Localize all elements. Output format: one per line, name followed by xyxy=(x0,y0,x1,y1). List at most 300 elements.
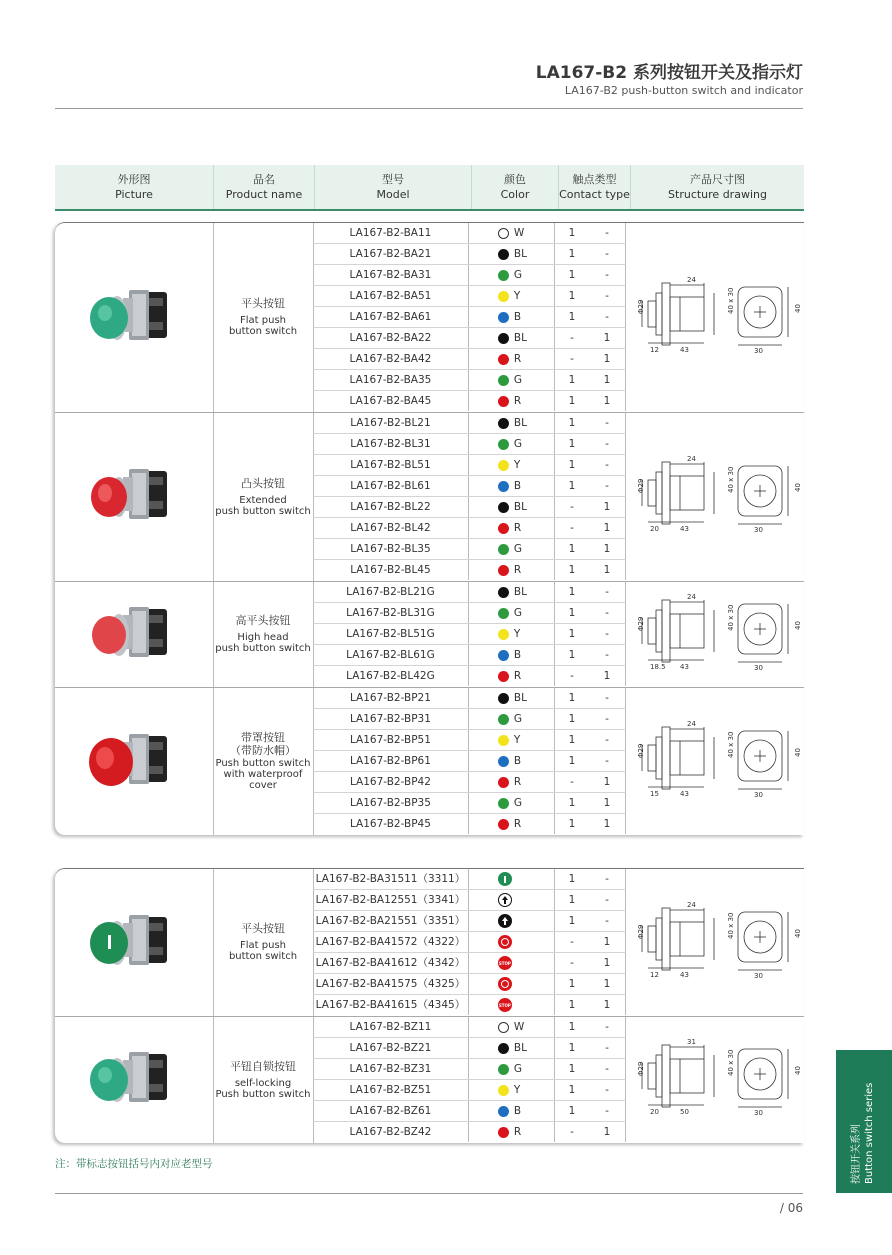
dim-w: 30 xyxy=(754,346,763,355)
table-header xyxy=(55,165,804,211)
model-cell: LA167-B2-BA42 xyxy=(313,349,469,369)
header-product-name: 品名 Product name xyxy=(214,165,315,209)
table-row xyxy=(313,370,626,391)
color-cell xyxy=(469,582,555,602)
color-cell xyxy=(469,953,555,973)
picture-cell xyxy=(55,223,214,412)
model-cell: LA167-B2-BL22 xyxy=(313,497,469,517)
contact-nc: 1 xyxy=(603,374,611,386)
contact-nc: - xyxy=(605,734,609,746)
color-code: G xyxy=(513,607,523,619)
model-rows xyxy=(313,869,626,1015)
contact-cell xyxy=(555,890,627,910)
color-code: G xyxy=(513,713,523,725)
symbol-green-start-icon xyxy=(498,872,512,886)
contact-cell xyxy=(555,413,627,433)
contact-nc: - xyxy=(605,607,609,619)
contact-nc: 1 xyxy=(603,776,611,788)
contact-no: 1 xyxy=(568,755,576,767)
table-row xyxy=(313,265,626,286)
color-cell xyxy=(469,1080,555,1100)
model-cell: LA167-B2-BA41615（4345） xyxy=(313,995,469,1015)
color-dot-icon xyxy=(498,1043,509,1054)
color-cell xyxy=(469,1038,555,1058)
color-dot-icon xyxy=(498,565,509,576)
model-cell: LA167-B2-BL21 xyxy=(313,413,469,433)
color-dot-icon xyxy=(498,481,509,492)
color-cell xyxy=(469,911,555,931)
color-code: Y xyxy=(513,628,521,640)
contact-nc: - xyxy=(605,438,609,450)
dim-h: 40 x 30 xyxy=(727,604,735,631)
table-row xyxy=(313,413,626,434)
color-cell xyxy=(469,307,555,327)
color-code: R xyxy=(513,670,522,682)
contact-no: 1 xyxy=(568,290,576,302)
contact-no: 1 xyxy=(568,999,576,1011)
color-cell xyxy=(469,560,555,580)
contact-no: - xyxy=(570,353,574,365)
contact-nc: - xyxy=(605,1063,609,1075)
model-cell: LA167-B2-BA41612（4342） xyxy=(313,953,469,973)
dim-top: 24 xyxy=(687,900,696,909)
contact-cell xyxy=(555,688,627,708)
color-cell xyxy=(469,349,555,369)
product-name-zh: 平头按钮 xyxy=(241,922,285,935)
contact-no: 1 xyxy=(568,978,576,990)
product-group xyxy=(55,1016,804,1143)
color-cell xyxy=(469,793,555,813)
color-code: R xyxy=(513,353,522,365)
table-row xyxy=(313,995,626,1015)
dim-r: 40 xyxy=(794,620,802,630)
contact-cell xyxy=(555,265,627,285)
contact-no: 1 xyxy=(568,915,576,927)
color-cell xyxy=(469,666,555,686)
product-name-en: Flat push xyxy=(240,940,286,951)
drawing-cell xyxy=(626,413,804,581)
contact-no: - xyxy=(570,332,574,344)
table-row xyxy=(313,307,626,328)
picture-cell xyxy=(55,688,214,835)
model-cell: LA167-B2-BP42 xyxy=(313,772,469,792)
color-dot-icon xyxy=(498,1085,509,1096)
contact-no: 1 xyxy=(568,1084,576,1096)
model-cell: LA167-B2-BA61 xyxy=(313,307,469,327)
contact-no: 1 xyxy=(568,873,576,885)
color-cell xyxy=(469,688,555,708)
contact-no: 1 xyxy=(568,1063,576,1075)
color-code: B xyxy=(513,649,522,661)
contact-cell xyxy=(555,666,627,686)
color-code: R xyxy=(513,395,522,407)
side-tab xyxy=(836,1050,892,1193)
model-cell: LA167-B2-BZ42 xyxy=(313,1122,469,1142)
product-table-block-2 xyxy=(55,868,804,1143)
contact-cell xyxy=(555,751,627,771)
contact-cell xyxy=(555,953,627,973)
product-group xyxy=(55,687,804,835)
table-row xyxy=(313,349,626,370)
contact-cell xyxy=(555,455,627,475)
color-dot-icon xyxy=(498,608,509,619)
model-cell: LA167-B2-BA21551（3351） xyxy=(313,911,469,931)
table-row xyxy=(313,645,626,666)
contact-nc: - xyxy=(605,692,609,704)
color-code: BL xyxy=(513,501,527,513)
contact-nc: 1 xyxy=(603,353,611,365)
title-zh: LA167-B2 系列按钮开关及指示灯 xyxy=(535,63,803,83)
color-cell xyxy=(469,539,555,559)
dim-h: 40 x 30 xyxy=(727,287,735,314)
model-cell: LA167-B2-BP61 xyxy=(313,751,469,771)
contact-no: 1 xyxy=(568,395,576,407)
color-code: G xyxy=(513,374,523,386)
contact-no: - xyxy=(570,776,574,788)
structure-drawing xyxy=(630,1035,800,1125)
contact-no: 1 xyxy=(568,311,576,323)
product-name-en: button switch xyxy=(228,951,298,962)
color-cell xyxy=(469,869,555,889)
structure-drawing xyxy=(630,452,800,542)
color-cell xyxy=(469,455,555,475)
dim-r: 40 xyxy=(794,1066,802,1075)
product-name-en: Push button switch xyxy=(215,1088,311,1100)
color-cell xyxy=(469,328,555,348)
table-row xyxy=(313,223,626,244)
table-row xyxy=(313,1122,626,1142)
table-row xyxy=(313,603,626,624)
product-table-block-1 xyxy=(55,222,804,835)
color-dot-icon xyxy=(498,502,509,513)
contact-nc: 1 xyxy=(603,543,611,555)
model-cell: LA167-B2-BA31511（3311） xyxy=(313,869,469,889)
table-row xyxy=(313,953,626,974)
product-name-en: self-locking xyxy=(234,1077,292,1089)
table-row xyxy=(313,1038,626,1059)
model-rows xyxy=(313,1017,626,1142)
table-row xyxy=(313,328,626,349)
color-dot-icon xyxy=(498,1064,509,1075)
symbol-red-stop-ring-icon xyxy=(498,935,512,949)
drawing-cell xyxy=(626,223,804,412)
model-cell: LA167-B2-BA41575（4325） xyxy=(313,974,469,994)
model-cell: LA167-B2-BL21G xyxy=(313,582,469,602)
contact-nc: 1 xyxy=(603,818,611,830)
color-dot-icon xyxy=(498,1106,509,1117)
contact-no: 1 xyxy=(568,607,576,619)
contact-no: 1 xyxy=(568,374,576,386)
model-cell: LA167-B2-BL31 xyxy=(313,434,469,454)
contact-no: 1 xyxy=(568,564,576,576)
drawing-cell xyxy=(626,582,804,687)
dim-left: 15 xyxy=(650,789,659,798)
contact-cell xyxy=(555,645,627,665)
color-dot-icon xyxy=(498,798,509,809)
push-button-photo xyxy=(79,903,189,983)
color-code: BL xyxy=(513,692,527,704)
model-cell: LA167-B2-BP45 xyxy=(313,814,469,834)
model-cell: LA167-B2-BA21 xyxy=(313,244,469,264)
header-picture: 外形图 Picture xyxy=(55,165,214,209)
color-dot-icon xyxy=(498,312,509,323)
color-cell xyxy=(469,1017,555,1037)
dim-left: 12 xyxy=(650,345,659,354)
model-cell: LA167-B2-BL31G xyxy=(313,603,469,623)
table-row xyxy=(313,974,626,995)
symbol-white-up-icon xyxy=(498,893,512,907)
table-row xyxy=(313,814,626,834)
contact-no: 1 xyxy=(568,1021,576,1033)
contact-no: - xyxy=(570,936,574,948)
dim-mid: 50 xyxy=(680,1108,689,1116)
model-rows xyxy=(313,582,626,686)
table-row xyxy=(313,434,626,455)
contact-nc: 1 xyxy=(603,522,611,534)
color-cell xyxy=(469,497,555,517)
product-name-en: with waterproof xyxy=(223,769,303,780)
dim-phi: Φ29 xyxy=(637,616,645,631)
color-cell xyxy=(469,751,555,771)
color-dot-icon xyxy=(498,629,509,640)
table-row xyxy=(313,772,626,793)
dim-w: 30 xyxy=(754,663,763,672)
contact-cell xyxy=(555,1080,627,1100)
dim-mid: 43 xyxy=(680,970,689,979)
contact-cell xyxy=(555,730,627,750)
table-row xyxy=(313,497,626,518)
product-name-en: Flat push xyxy=(240,315,286,326)
table-row xyxy=(313,1080,626,1101)
contact-nc: 1 xyxy=(603,957,611,969)
contact-nc: 1 xyxy=(603,332,611,344)
page-title xyxy=(536,58,803,97)
model-cell: LA167-B2-BP51 xyxy=(313,730,469,750)
model-rows xyxy=(313,223,626,411)
color-code: B xyxy=(513,480,522,492)
contact-nc: - xyxy=(605,248,609,260)
dim-w: 30 xyxy=(754,1109,763,1117)
contact-no: 1 xyxy=(568,797,576,809)
color-cell xyxy=(469,413,555,433)
color-cell xyxy=(469,265,555,285)
color-dot-icon xyxy=(498,270,509,281)
color-cell xyxy=(469,890,555,910)
color-dot-icon xyxy=(498,439,509,450)
color-cell xyxy=(469,1059,555,1079)
push-button-photo xyxy=(79,278,189,358)
header-color: 颜色 Color xyxy=(472,165,559,209)
contact-cell xyxy=(555,1059,627,1079)
contact-cell xyxy=(555,1122,627,1142)
contact-cell xyxy=(555,476,627,496)
product-name-en: cover xyxy=(249,780,277,791)
dim-h: 40 x 30 xyxy=(727,1049,735,1076)
table-row xyxy=(313,1101,626,1122)
dim-left: 20 xyxy=(650,1108,659,1116)
structure-drawing xyxy=(630,717,800,807)
contact-cell xyxy=(555,869,627,889)
push-button-photo xyxy=(79,1040,189,1120)
contact-no: - xyxy=(570,501,574,513)
product-group xyxy=(55,869,804,1016)
model-cell: LA167-B2-BL61G xyxy=(313,645,469,665)
color-dot-icon xyxy=(498,671,509,682)
product-name-en: button switch xyxy=(228,326,298,337)
contact-nc: - xyxy=(605,290,609,302)
contact-cell xyxy=(555,328,627,348)
color-dot-icon xyxy=(498,354,509,365)
color-code: R xyxy=(513,776,522,788)
color-cell xyxy=(469,645,555,665)
contact-no: 1 xyxy=(568,269,576,281)
product-name-zh: 高平头按钮 xyxy=(235,614,291,627)
color-code: G xyxy=(513,797,523,809)
dim-left: 20 xyxy=(650,525,659,533)
model-cell: LA167-B2-BA12551（3341） xyxy=(313,890,469,910)
contact-cell xyxy=(555,1017,627,1037)
color-cell xyxy=(469,286,555,306)
side-tab-en: Button switch series xyxy=(864,1082,875,1184)
dim-phi: Φ29 xyxy=(637,743,645,758)
product-name-en: High head xyxy=(237,632,289,643)
color-cell xyxy=(469,391,555,411)
color-dot-icon xyxy=(498,396,509,407)
picture-cell xyxy=(55,869,214,1016)
color-code: B xyxy=(513,311,522,323)
color-code: Y xyxy=(513,734,521,746)
contact-cell xyxy=(555,624,627,644)
color-code: G xyxy=(513,543,523,555)
table-row xyxy=(313,582,626,603)
model-rows xyxy=(313,688,626,834)
color-dot-icon xyxy=(498,587,509,598)
contact-nc: - xyxy=(605,480,609,492)
model-cell: LA167-B2-BA45 xyxy=(313,391,469,411)
contact-cell xyxy=(555,497,627,517)
color-dot-icon xyxy=(498,735,509,746)
model-cell: LA167-B2-BL42G xyxy=(313,666,469,686)
contact-no: - xyxy=(570,1126,574,1138)
contact-cell xyxy=(555,814,627,834)
color-code: G xyxy=(513,438,523,450)
contact-no: 1 xyxy=(568,480,576,492)
push-button-photo xyxy=(79,722,189,802)
table-row xyxy=(313,688,626,709)
color-dot-icon xyxy=(498,1022,509,1033)
color-dot-icon xyxy=(498,333,509,344)
contact-nc: - xyxy=(605,894,609,906)
dim-left: 12 xyxy=(650,970,659,979)
color-code: G xyxy=(513,269,523,281)
dim-r: 40 xyxy=(794,483,802,492)
color-code: W xyxy=(513,227,525,239)
contact-nc: - xyxy=(605,1105,609,1117)
color-dot-icon xyxy=(498,249,509,260)
table-row xyxy=(313,1017,626,1038)
contact-nc: - xyxy=(605,873,609,885)
dim-w: 30 xyxy=(754,526,763,534)
color-dot-icon xyxy=(498,291,509,302)
model-cell: LA167-B2-BP35 xyxy=(313,793,469,813)
table-row xyxy=(313,709,626,730)
contact-no: - xyxy=(570,957,574,969)
color-code: BL xyxy=(513,586,527,598)
color-dot-icon xyxy=(498,777,509,788)
color-code: R xyxy=(513,1126,522,1138)
contact-cell xyxy=(555,286,627,306)
product-name-cell xyxy=(213,582,314,687)
footnote: 注：带标志按钮括号内对应老型号 xyxy=(55,1158,213,1170)
table-row xyxy=(313,730,626,751)
color-cell xyxy=(469,624,555,644)
contact-nc: 1 xyxy=(603,936,611,948)
contact-no: 1 xyxy=(568,543,576,555)
product-name-cell xyxy=(213,688,314,835)
structure-drawing xyxy=(630,590,800,680)
color-code: B xyxy=(513,1105,522,1117)
contact-cell xyxy=(555,539,627,559)
contact-no: 1 xyxy=(568,818,576,830)
contact-nc: 1 xyxy=(603,1126,611,1138)
contact-cell xyxy=(555,603,627,623)
color-code: W xyxy=(513,1021,525,1033)
dim-top: 24 xyxy=(687,719,696,728)
model-cell: LA167-B2-BP31 xyxy=(313,709,469,729)
contact-no: 1 xyxy=(568,692,576,704)
contact-nc: - xyxy=(605,311,609,323)
color-dot-icon xyxy=(498,418,509,429)
contact-nc: 1 xyxy=(603,564,611,576)
dim-phi: Φ29 xyxy=(637,478,645,493)
model-cell: LA167-B2-BZ51 xyxy=(313,1080,469,1100)
structure-drawing xyxy=(630,273,800,363)
top-divider xyxy=(55,108,803,109)
product-name-zh: 凸头按钮 xyxy=(241,476,285,490)
color-cell xyxy=(469,709,555,729)
drawing-cell xyxy=(626,688,804,835)
model-cell: LA167-B2-BA35 xyxy=(313,370,469,390)
contact-no: 1 xyxy=(568,248,576,260)
dim-left: 18.5 xyxy=(650,662,666,671)
contact-cell xyxy=(555,391,627,411)
color-code: BL xyxy=(513,248,527,260)
color-cell xyxy=(469,814,555,834)
model-cell: LA167-B2-BL42 xyxy=(313,518,469,538)
color-dot-icon xyxy=(498,228,509,239)
contact-cell xyxy=(555,349,627,369)
color-cell xyxy=(469,932,555,952)
model-cell: LA167-B2-BL61 xyxy=(313,476,469,496)
color-code: Y xyxy=(513,459,521,471)
contact-no: 1 xyxy=(568,894,576,906)
contact-nc: 1 xyxy=(603,999,611,1011)
color-dot-icon xyxy=(498,650,509,661)
contact-no: 1 xyxy=(568,459,576,471)
table-row xyxy=(313,666,626,686)
contact-cell xyxy=(555,244,627,264)
contact-nc: 1 xyxy=(603,395,611,407)
model-cell: LA167-B2-BA31 xyxy=(313,265,469,285)
symbol-red-stop-text-icon: STOP xyxy=(498,956,512,970)
model-cell: LA167-B2-BA41572（4322） xyxy=(313,932,469,952)
contact-nc: - xyxy=(605,459,609,471)
contact-no: 1 xyxy=(568,713,576,725)
color-dot-icon xyxy=(498,714,509,725)
table-row xyxy=(313,793,626,814)
drawing-cell xyxy=(626,1017,804,1143)
contact-no: - xyxy=(570,522,574,534)
